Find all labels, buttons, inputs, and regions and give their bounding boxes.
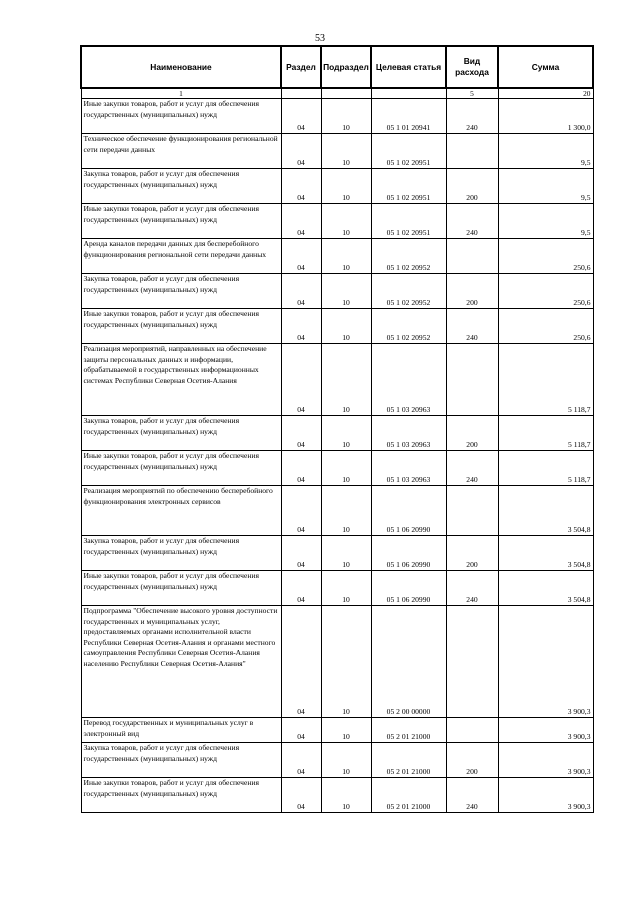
budget-table [80, 45, 594, 813]
table-cell-razdel: 04 [281, 309, 321, 344]
table-cell-razdel: 04 [281, 204, 321, 239]
table-row [81, 204, 593, 239]
table-cell-name: Иные закупки товаров, работ и услуг для обеспечения государственных (муниципальных) нужд [81, 451, 281, 486]
table-cell-summa: 9,5 [498, 204, 593, 239]
table-cell-statya: 05 2 01 21000 [371, 718, 446, 743]
table-cell-vid: 200 [446, 274, 498, 309]
table-body [81, 88, 593, 813]
table-cell-podrazdel: 10 [321, 416, 371, 451]
table-cell-statya: 05 1 06 20990 [371, 536, 446, 571]
table-row [81, 778, 593, 813]
table-cell-vid [446, 718, 498, 743]
table-cell-podrazdel: 10 [321, 344, 371, 416]
table-cell-name: Иные закупки товаров, работ и услуг для обеспечения государственных (муниципальных) нужд [81, 778, 281, 813]
table-cell-razdel: 04 [281, 134, 321, 169]
table-cell-vid: 240 [446, 451, 498, 486]
table-cell-statya: 05 2 01 21000 [371, 778, 446, 813]
page-number: 53 [315, 33, 325, 44]
table-cell-podrazdel: 10 [321, 451, 371, 486]
table-cell-vid: 200 [446, 416, 498, 451]
table-cell-summa: 1 300,0 [498, 99, 593, 134]
table-cell-razdel: 04 [281, 274, 321, 309]
table-cell-vid: 240 [446, 571, 498, 606]
table-cell-name: Иные закупки товаров, работ и услуг для обеспечения государственных (муниципальных) нужд [81, 309, 281, 344]
column-number [281, 88, 321, 99]
table-cell-podrazdel: 10 [321, 571, 371, 606]
column-number [371, 88, 446, 99]
table-row [81, 743, 593, 778]
table-cell-podrazdel: 10 [321, 134, 371, 169]
table-cell-podrazdel: 10 [321, 486, 371, 536]
table-cell-summa: 250,6 [498, 239, 593, 274]
table-cell-statya: 05 1 02 20951 [371, 204, 446, 239]
table-cell-razdel: 04 [281, 344, 321, 416]
column-header-statya: Целевая статья [371, 46, 446, 88]
table-cell-statya: 05 1 03 20963 [371, 344, 446, 416]
table-cell-razdel: 04 [281, 99, 321, 134]
table-cell-vid: 240 [446, 204, 498, 239]
table-cell-statya: 05 1 03 20963 [371, 451, 446, 486]
table-cell-razdel: 04 [281, 169, 321, 204]
table-cell-summa: 9,5 [498, 134, 593, 169]
table-row [81, 134, 593, 169]
table-cell-summa: 3 504,8 [498, 536, 593, 571]
table-cell-name: Перевод государственных и муниципальных услуг в электронный вид [81, 718, 281, 743]
table-cell-summa: 3 900,3 [498, 743, 593, 778]
column-header-podrazdel: Подраздел [321, 46, 371, 88]
table-cell-statya: 05 1 06 20990 [371, 486, 446, 536]
table-cell-razdel: 04 [281, 606, 321, 718]
table-row [81, 309, 593, 344]
table-cell-razdel: 04 [281, 743, 321, 778]
table-cell-summa: 3 900,3 [498, 778, 593, 813]
table-cell-name: Закупка товаров, работ и услуг для обеспечения государственных (муниципальных) нужд [81, 169, 281, 204]
table-cell-statya: 05 1 02 20951 [371, 169, 446, 204]
table-row [81, 718, 593, 743]
table-cell-razdel: 04 [281, 451, 321, 486]
table-cell-summa: 250,6 [498, 274, 593, 309]
table-cell-razdel: 04 [281, 571, 321, 606]
table-cell-name: Иные закупки товаров, работ и услуг для обеспечения государственных (муниципальных) нужд [81, 571, 281, 606]
table-cell-podrazdel: 10 [321, 274, 371, 309]
table-cell-podrazdel: 10 [321, 606, 371, 718]
table-cell-vid [446, 486, 498, 536]
table-cell-podrazdel: 10 [321, 239, 371, 274]
table-cell-razdel: 04 [281, 416, 321, 451]
table-cell-summa: 250,6 [498, 309, 593, 344]
table-cell-razdel: 04 [281, 486, 321, 536]
table-cell-summa: 5 118,7 [498, 344, 593, 416]
table-header [81, 46, 593, 88]
table-row [81, 416, 593, 451]
table-row [81, 536, 593, 571]
table-cell-podrazdel: 10 [321, 99, 371, 134]
table-cell-name: Реализация мероприятий по обеспечению бесперебойного функционирования электронных сервисов [81, 486, 281, 536]
table-row [81, 451, 593, 486]
table-cell-statya: 05 1 02 20951 [371, 134, 446, 169]
column-header-summa: Сумма [498, 46, 593, 88]
table-row [81, 274, 593, 309]
table-cell-summa: 5 118,7 [498, 451, 593, 486]
table-cell-statya: 05 1 02 20952 [371, 309, 446, 344]
column-header-razdel: Раздел [281, 46, 321, 88]
table-cell-vid: 200 [446, 536, 498, 571]
table-cell-name: Закупка товаров, работ и услуг для обеспечения государственных (муниципальных) нужд [81, 274, 281, 309]
table-cell-name: Подпрограмма "Обеспечение высокого уровня доступности государственных и муниципальных услуг, предоставляемых органами исполнительной власти Республики Северная Осетия-Алания и органами местного самоуправления Республики Северная Осетия-Алания населению Республики Северная Осетия-Алания" [81, 606, 281, 718]
table-cell-summa: 3 900,3 [498, 718, 593, 743]
table-cell-podrazdel: 10 [321, 309, 371, 344]
table-cell-razdel: 04 [281, 718, 321, 743]
table-cell-vid [446, 606, 498, 718]
table-cell-summa: 3 504,8 [498, 486, 593, 536]
column-number-row [81, 88, 593, 99]
table-cell-statya: 05 2 00 00000 [371, 606, 446, 718]
table-cell-statya: 05 1 02 20952 [371, 239, 446, 274]
table-cell-vid: 240 [446, 309, 498, 344]
table-cell-summa: 5 118,7 [498, 416, 593, 451]
table-cell-name: Закупка товаров, работ и услуг для обеспечения государственных (муниципальных) нужд [81, 536, 281, 571]
table-cell-podrazdel: 10 [321, 743, 371, 778]
column-header-name: Наименование [81, 46, 281, 88]
table-cell-name: Закупка товаров, работ и услуг для обеспечения государственных (муниципальных) нужд [81, 416, 281, 451]
table-cell-podrazdel: 10 [321, 204, 371, 239]
table-cell-podrazdel: 10 [321, 718, 371, 743]
table-cell-statya: 05 1 01 20941 [371, 99, 446, 134]
table-cell-podrazdel: 10 [321, 169, 371, 204]
table-cell-podrazdel: 10 [321, 536, 371, 571]
table-cell-vid [446, 134, 498, 169]
table-cell-name: Техническое обеспечение функционирования региональной сети передачи данных [81, 134, 281, 169]
table-cell-name: Иные закупки товаров, работ и услуг для обеспечения государственных (муниципальных) нужд [81, 99, 281, 134]
table-cell-podrazdel: 10 [321, 778, 371, 813]
table-row [81, 169, 593, 204]
table-cell-vid: 200 [446, 743, 498, 778]
table-cell-statya: 05 1 06 20990 [371, 571, 446, 606]
table-row [81, 486, 593, 536]
table-cell-statya: 05 2 01 21000 [371, 743, 446, 778]
table-row [81, 99, 593, 134]
table-row [81, 344, 593, 416]
column-number: 20 [498, 88, 593, 99]
column-number: 1 [81, 88, 281, 99]
column-header-vid: Вид расхода [446, 46, 498, 88]
table-cell-vid [446, 344, 498, 416]
column-number: 5 [446, 88, 498, 99]
table-row [81, 606, 593, 718]
table-cell-statya: 05 1 03 20963 [371, 416, 446, 451]
table-cell-vid: 240 [446, 99, 498, 134]
table-cell-name: Закупка товаров, работ и услуг для обеспечения государственных (муниципальных) нужд [81, 743, 281, 778]
table-cell-statya: 05 1 02 20952 [371, 274, 446, 309]
table-row [81, 239, 593, 274]
table-cell-name: Аренда каналов передачи данных для бесперебойного функционирования региональной сети передачи данных [81, 239, 281, 274]
table-cell-name: Реализация мероприятий, направленных на обеспечение защиты персональных данных и информации, обрабатываемой в государственных информационных системах Республики Северная Осетия-Алания [81, 344, 281, 416]
table-cell-name: Иные закупки товаров, работ и услуг для обеспечения государственных (муниципальных) нужд [81, 204, 281, 239]
table-cell-summa: 3 900,3 [498, 606, 593, 718]
table-row [81, 571, 593, 606]
table-cell-razdel: 04 [281, 536, 321, 571]
table-cell-vid: 240 [446, 778, 498, 813]
column-number [321, 88, 371, 99]
table-cell-vid: 200 [446, 169, 498, 204]
table-cell-vid [446, 239, 498, 274]
table-cell-summa: 3 504,8 [498, 571, 593, 606]
table-cell-razdel: 04 [281, 778, 321, 813]
table-cell-razdel: 04 [281, 239, 321, 274]
table-cell-summa: 9,5 [498, 169, 593, 204]
